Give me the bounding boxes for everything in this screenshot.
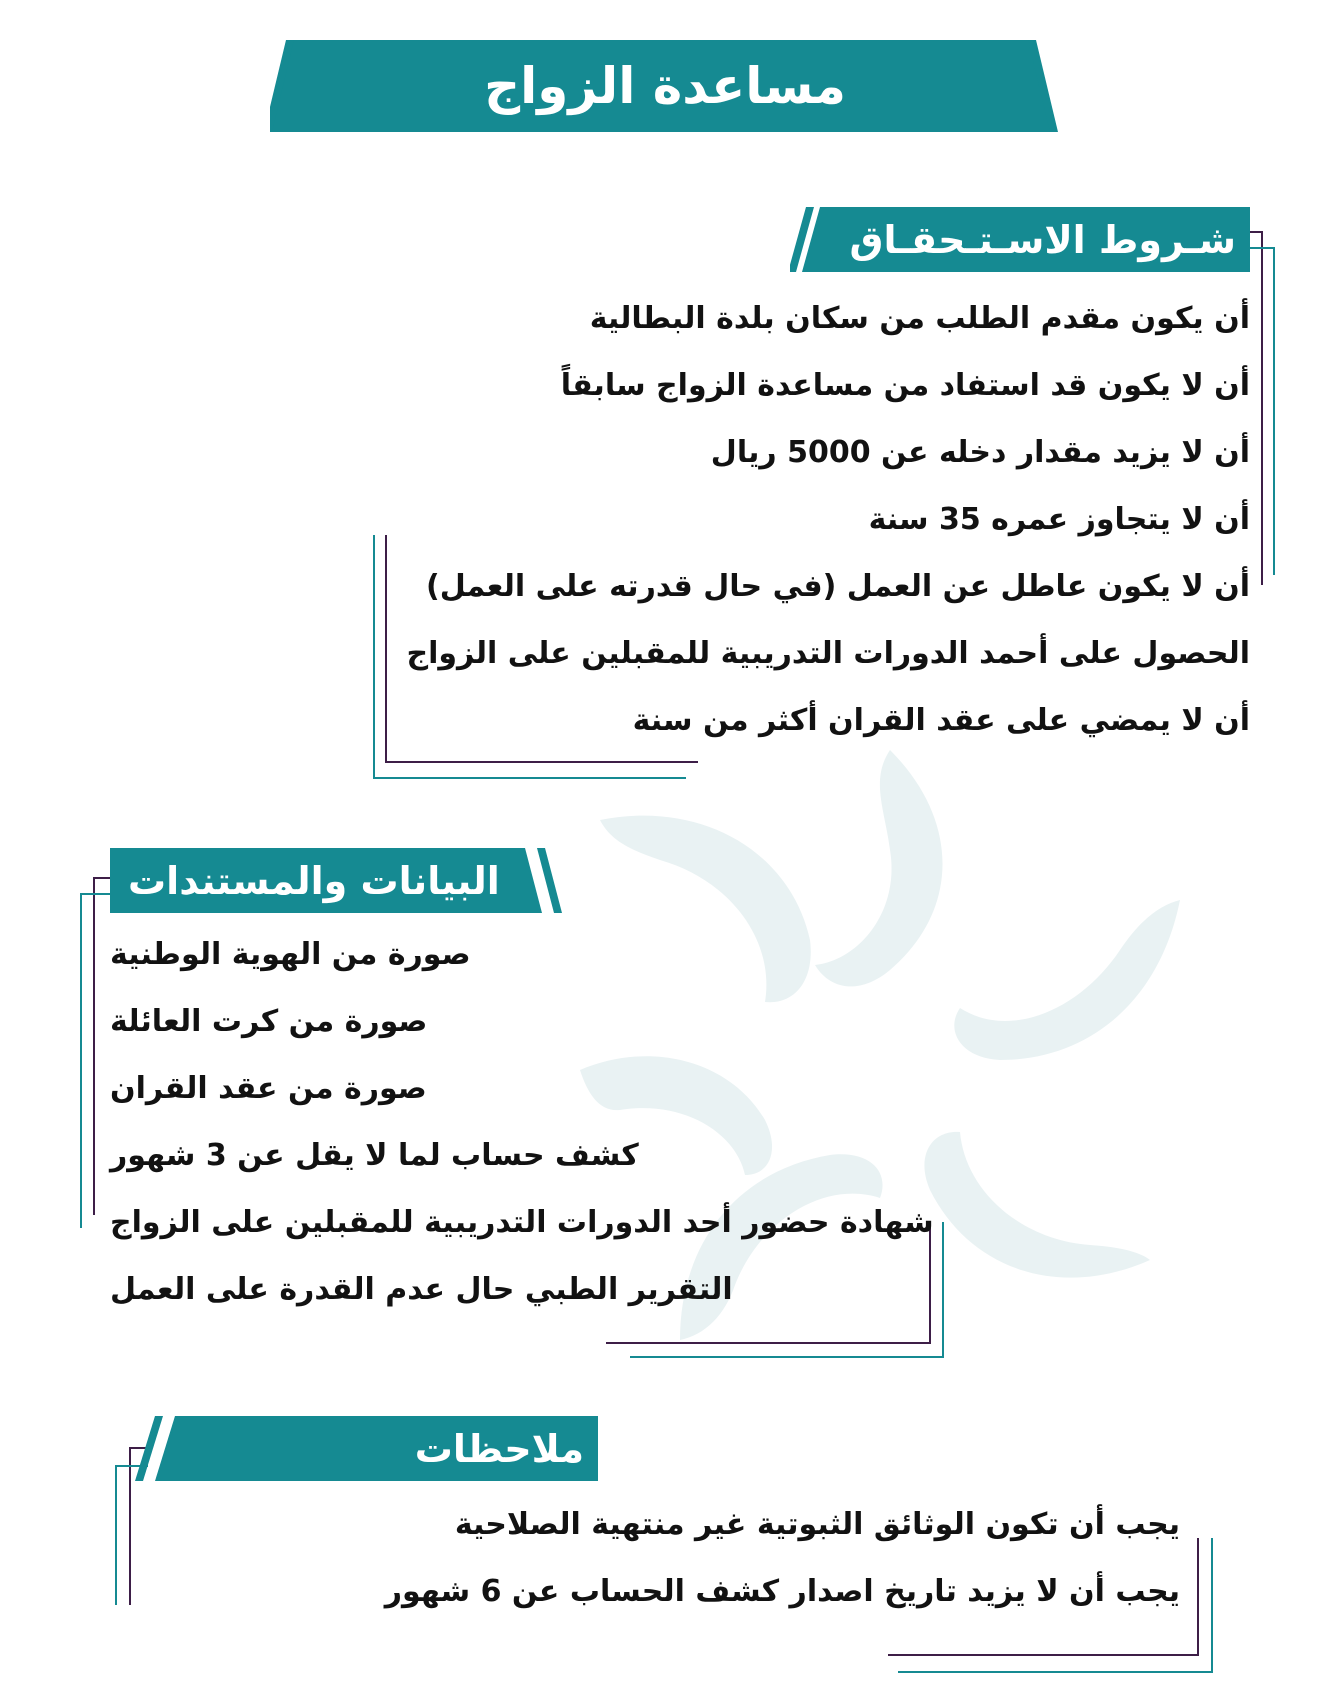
eligibility-item: أن لا يمضي على عقد القران أكثر من سنة — [632, 703, 1250, 738]
page-title: مساعدة الزواج — [484, 57, 846, 115]
documents-item: صورة من الهوية الوطنية — [110, 937, 471, 972]
documents-heading: البيانات والمستندات — [128, 858, 500, 903]
eligibility-header — [790, 207, 1250, 272]
notes-heading: ملاحظات — [414, 1426, 584, 1471]
eligibility-heading: شـروط الاسـتـحقـاق — [849, 217, 1236, 262]
documents-item: صورة من عقد القران — [110, 1071, 427, 1106]
documents-item: صورة من كرت العائلة — [110, 1004, 428, 1039]
documents-header — [110, 848, 565, 913]
eligibility-item: أن لا يزيد مقدار دخله عن 5000 ريال — [710, 435, 1250, 470]
notes-item: يجب أن لا يزيد تاريخ اصدار كشف الحساب عن 6 شهور — [384, 1574, 1180, 1609]
documents-item: التقرير الطبي حال عدم القدرة على العمل — [110, 1272, 733, 1307]
notes-item: يجب أن تكون الوثائق الثبوتية غير منتهية الصلاحية — [454, 1507, 1180, 1542]
eligibility-item: أن لا يتجاوز عمره 35 سنة — [868, 502, 1250, 537]
eligibility-item: أن لا يكون عاطل عن العمل (في حال قدرته على العمل) — [426, 569, 1250, 604]
documents-item: كشف حساب لما لا يقل عن 3 شهور — [110, 1138, 639, 1173]
eligibility-item: الحصول على أحمد الدورات التدريبية للمقبلين على الزواج — [406, 636, 1250, 671]
title-banner — [270, 40, 1060, 132]
eligibility-item: أن لا يكون قد استفاد من مساعدة الزواج سابقاً — [560, 368, 1250, 403]
documents-item: شهادة حضور أحد الدورات التدريبية للمقبلين على الزواج — [110, 1205, 934, 1240]
eligibility-item: أن يكون مقدم الطلب من سكان بلدة البطالية — [589, 301, 1250, 336]
notes-header — [125, 1416, 598, 1481]
